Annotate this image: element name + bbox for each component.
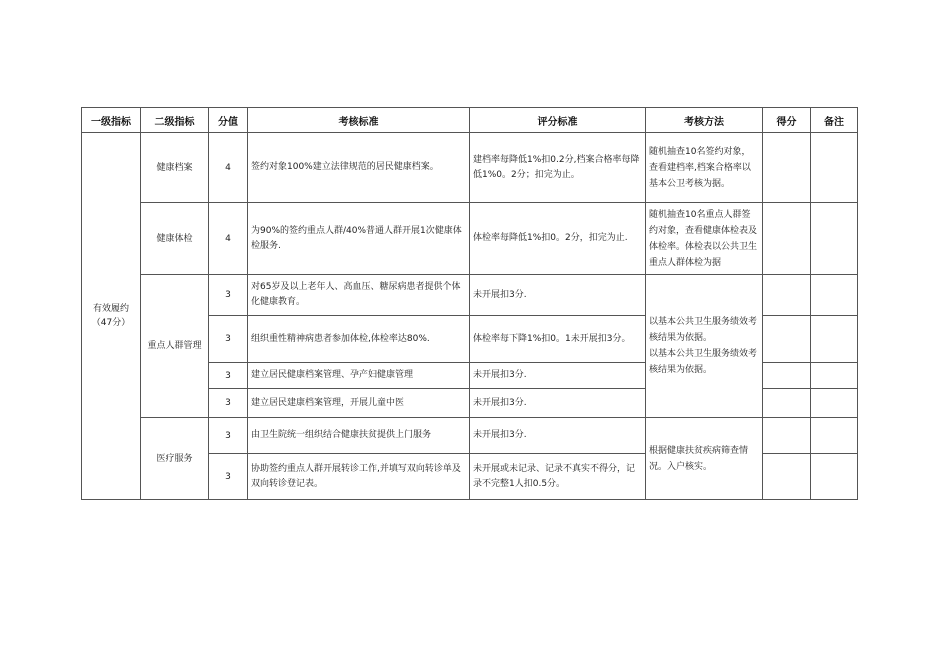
standard-cell: 为90%的签约重点人群/40%普通人群开展1次健康体检服务.	[248, 203, 470, 275]
header-score-obtained: 得分	[763, 108, 811, 133]
remarks-cell[interactable]	[811, 275, 858, 316]
method-cell-merged-medical: 根据健康扶贫疾病筛查情况。入户核实。	[646, 418, 763, 500]
assessment-table	[81, 107, 858, 500]
remarks-cell[interactable]	[811, 418, 858, 454]
method-cell: 随机抽查10名签约对象，查看建档率,档案合格率以基本公卫考核为据。	[646, 133, 763, 203]
table-row	[82, 203, 858, 275]
standard-cell: 签约对象100%建立法律规范的居民健康档案。	[248, 133, 470, 203]
remarks-cell[interactable]	[811, 389, 858, 418]
scoring-cell: 未开展或未记录、记录不真实不得分，记录不完整1人扣0.5分。	[470, 454, 646, 500]
score-cell: 3	[209, 418, 248, 454]
primary-indicator-label: 有效履约	[92, 304, 129, 314]
score-cell: 3	[209, 454, 248, 500]
score-cell: 4	[209, 203, 248, 275]
method-text: 以基本公共卫生服务绩效考核结果为依据。	[649, 317, 758, 343]
primary-indicator-cell	[82, 133, 141, 500]
score-obtained-cell[interactable]	[763, 363, 811, 389]
scoring-cell: 未开展扣3分.	[470, 275, 646, 316]
table-header-row	[82, 108, 858, 133]
secondary-health-record: 健康档案	[141, 133, 209, 203]
header-assessment-standard: 考核标准	[248, 108, 470, 133]
remarks-cell[interactable]	[811, 363, 858, 389]
method-cell: 随机抽查10名重点人群签约对象，查看健康体检表及体检率。体检表以公共卫生重点人群体检为据	[646, 203, 763, 275]
header-score-value: 分值	[209, 108, 248, 133]
scoring-cell: 未开展扣3分.	[470, 418, 646, 454]
scoring-cell: 建档率每降低1%扣0.2分,档案合格率每降低1%0。2分；扣完为止。	[470, 133, 646, 203]
standard-cell: 建立居民健康档案管理、孕产妇健康管理	[248, 363, 470, 389]
standard-cell: 组织重性精神病患者参加体检,体检率达80%.	[248, 316, 470, 363]
score-cell: 3	[209, 363, 248, 389]
score-obtained-cell[interactable]	[763, 389, 811, 418]
score-obtained-cell[interactable]	[763, 418, 811, 454]
score-cell: 4	[209, 133, 248, 203]
table-row	[82, 133, 858, 203]
remarks-cell[interactable]	[811, 316, 858, 363]
table-row	[82, 418, 858, 454]
standard-cell: 建立居民建康档案管理，开展儿童中医	[248, 389, 470, 418]
secondary-key-population: 重点人群管理	[141, 275, 209, 418]
header-assessment-method: 考核方法	[646, 108, 763, 133]
remarks-cell[interactable]	[811, 133, 858, 203]
scoring-cell: 体检率每降低1%扣0。2分，扣完为止.	[470, 203, 646, 275]
remarks-cell[interactable]	[811, 203, 858, 275]
score-cell: 3	[209, 275, 248, 316]
header-remarks: 备注	[811, 108, 858, 133]
score-obtained-cell[interactable]	[763, 316, 811, 363]
score-obtained-cell[interactable]	[763, 203, 811, 275]
score-obtained-cell[interactable]	[763, 275, 811, 316]
secondary-medical-service: 医疗服务	[141, 418, 209, 500]
scoring-cell: 未开展扣3分.	[470, 389, 646, 418]
table-row	[82, 275, 858, 316]
scoring-cell: 体检率每下降1%扣0。1未开展扣3分。	[470, 316, 646, 363]
standard-cell: 对65岁及以上老年人、高血压、糖尿病患者提供个体化健康教育。	[248, 275, 470, 316]
method-text: 以基本公共卫生服务绩效考核结果为依据。	[649, 349, 758, 375]
score-obtained-cell[interactable]	[763, 133, 811, 203]
score-obtained-cell[interactable]	[763, 454, 811, 500]
remarks-cell[interactable]	[811, 454, 858, 500]
score-cell: 3	[209, 389, 248, 418]
method-cell-merged-key-population	[646, 275, 763, 418]
standard-cell: 由卫生院统一组织结合健康扶贫提供上门服务	[248, 418, 470, 454]
header-scoring-standard: 评分标准	[470, 108, 646, 133]
standard-cell: 协助签约重点人群开展转诊工作,并填写双向转诊单及双向转诊登记表。	[248, 454, 470, 500]
header-primary-indicator: 一级指标	[82, 108, 141, 133]
primary-indicator-points: （47分）	[91, 318, 131, 328]
header-secondary-indicator: 二级指标	[141, 108, 209, 133]
score-cell: 3	[209, 316, 248, 363]
secondary-health-check: 健康体检	[141, 203, 209, 275]
scoring-cell: 未开展扣3分.	[470, 363, 646, 389]
